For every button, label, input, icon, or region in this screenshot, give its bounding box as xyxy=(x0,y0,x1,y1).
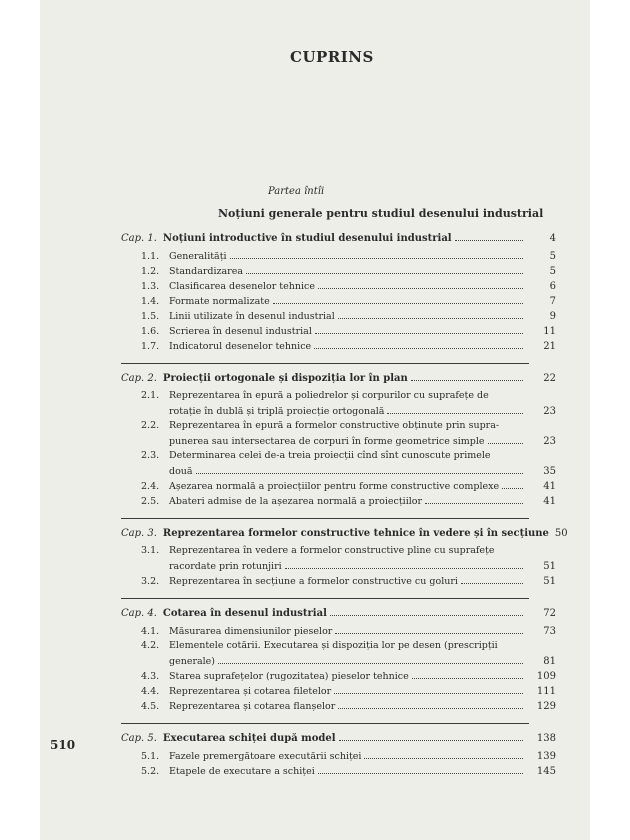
chapter-number: Cap. 5. xyxy=(121,733,157,744)
toc-entry xyxy=(141,700,556,715)
entry-page: 145 xyxy=(536,766,556,777)
chapter-row xyxy=(121,372,556,390)
entry-page: 41 xyxy=(543,481,556,492)
dot-leader xyxy=(387,405,523,414)
entry-number: 2.5. xyxy=(141,496,160,507)
entry-page: 21 xyxy=(543,341,556,352)
entry-text: Generalități xyxy=(169,251,227,262)
entry-page: 81 xyxy=(543,656,556,667)
dot-leader xyxy=(318,765,523,774)
entry-text: Fazele premergătoare executării schiței xyxy=(169,751,362,762)
toc-entry-line xyxy=(141,435,556,450)
entry-page: 73 xyxy=(543,626,556,637)
entry-text: Formate normalizate xyxy=(169,296,270,307)
chapter-separator xyxy=(121,363,529,364)
dot-leader xyxy=(425,495,523,504)
dot-leader xyxy=(285,560,523,569)
page-title: CUPRINS xyxy=(290,48,374,66)
entry-number: 4.5. xyxy=(141,701,160,712)
chapter-title: Cotarea în desenul industrial xyxy=(162,608,327,619)
entry-number: 4.4. xyxy=(141,686,160,697)
entry-number: 1.6. xyxy=(141,326,160,337)
toc-entry xyxy=(141,390,556,420)
entry-number: 1.5. xyxy=(141,311,160,322)
toc-entry-line xyxy=(141,545,556,560)
entry-text: Reprezentarea în vedere a formelor constructive pline cu suprafețe xyxy=(169,545,495,556)
entry-page: 23 xyxy=(543,436,556,447)
dot-leader xyxy=(314,340,523,349)
toc-entry xyxy=(141,280,556,295)
entry-page: 139 xyxy=(536,751,556,762)
dot-leader xyxy=(412,670,523,679)
entry-number: 1.4. xyxy=(141,296,160,307)
entry-text: Standardizarea xyxy=(169,266,244,277)
entry-number: 3.2. xyxy=(141,576,160,587)
chapter-page: 4 xyxy=(549,233,556,244)
dot-leader xyxy=(455,232,523,241)
dot-leader xyxy=(461,575,523,584)
entry-number: 4.2. xyxy=(141,640,160,651)
toc-entry xyxy=(141,575,556,590)
chapter-separator xyxy=(121,518,529,519)
toc-entry xyxy=(141,420,556,450)
chapter-title: Reprezentarea formelor constructive tehnice în vedere și în secțiune xyxy=(162,528,549,539)
entry-page: 7 xyxy=(549,296,556,307)
toc-entry xyxy=(141,685,556,700)
dot-leader xyxy=(246,265,523,274)
entry-text: Etapele de executare a schiței xyxy=(169,766,315,777)
entry-text-continued: generale) xyxy=(169,656,216,667)
toc-entry-line xyxy=(141,465,556,480)
entry-page: 41 xyxy=(543,496,556,507)
entry-text: Starea suprafețelor (rugozitatea) pieselor tehnice xyxy=(169,671,409,682)
entry-text-continued: rotație în dublă și triplă proiecție ortogonală xyxy=(169,406,385,417)
entry-page: 11 xyxy=(543,326,556,337)
entry-text: Elementele cotării. Executarea și dispoziția lor pe desen (prescripții xyxy=(169,640,498,651)
entry-page: 5 xyxy=(549,251,556,262)
toc-entry xyxy=(141,670,556,685)
entry-text: Clasificarea desenelor tehnice xyxy=(169,281,315,292)
entry-text: Linii utilizate în desenul industrial xyxy=(169,311,335,322)
toc-entry-line xyxy=(141,405,556,420)
dot-leader xyxy=(315,325,523,334)
entry-page: 9 xyxy=(549,311,556,322)
dot-leader xyxy=(488,435,523,444)
entry-number: 4.1. xyxy=(141,626,160,637)
toc-entry xyxy=(141,325,556,340)
entry-page: 35 xyxy=(543,466,556,477)
entry-number: 1.1. xyxy=(141,251,160,262)
toc-entry xyxy=(141,250,556,265)
entry-number: 2.2. xyxy=(141,420,160,431)
entry-number: 1.7. xyxy=(141,341,160,352)
chapter-number: Cap. 2. xyxy=(121,373,157,384)
chapter-title: Proiecții ortogonale și dispoziția lor în plan xyxy=(162,373,408,384)
entry-number: 2.3. xyxy=(141,450,160,461)
chapter-number: Cap. 4. xyxy=(121,608,157,619)
toc-entry xyxy=(141,495,556,510)
dot-leader xyxy=(334,685,523,694)
chapter-number: Cap. 1. xyxy=(121,233,157,244)
entry-text-continued: punerea sau intersectarea de corpuri în forme geometrice simple xyxy=(169,436,485,447)
toc-entry xyxy=(141,765,556,780)
chapter-row xyxy=(121,607,556,625)
toc-entry-line xyxy=(141,420,556,435)
toc-entry xyxy=(141,450,556,480)
entry-text: Indicatorul desenelor tehnice xyxy=(169,341,312,352)
chapter-separator xyxy=(121,598,529,599)
dot-leader xyxy=(273,295,523,304)
toc-entry xyxy=(141,545,556,575)
dot-leader xyxy=(230,250,523,259)
toc-entry xyxy=(141,480,556,495)
dot-leader xyxy=(318,280,523,289)
toc-entry xyxy=(141,265,556,280)
entry-number: 2.4. xyxy=(141,481,160,492)
entry-text: Reprezentarea și cotarea filetelor xyxy=(169,686,332,697)
entry-page: 109 xyxy=(536,671,556,682)
entry-text: Reprezentarea în secțiune a formelor constructive cu goluri xyxy=(169,576,458,587)
dot-leader xyxy=(338,310,523,319)
toc-entry-line xyxy=(141,640,556,655)
entry-text-continued: racordate prin rotunjiri xyxy=(169,561,282,572)
dot-leader xyxy=(364,750,523,759)
entry-number: 1.2. xyxy=(141,266,160,277)
entry-number: 3.1. xyxy=(141,545,160,556)
chapter-page: 22 xyxy=(543,373,556,384)
entry-page: 51 xyxy=(543,561,556,572)
entry-text-continued: două xyxy=(169,466,193,477)
dot-leader xyxy=(411,372,523,381)
toc-entry xyxy=(141,340,556,355)
entry-text: Abateri admise de la așezarea normală a proiecțiilor xyxy=(169,496,423,507)
chapter-page: 50 xyxy=(554,528,568,539)
toc-entry-line xyxy=(141,560,556,575)
chapter-row xyxy=(121,527,568,545)
entry-number: 4.3. xyxy=(141,671,160,682)
toc-entry xyxy=(141,295,556,310)
entry-text: Reprezentarea și cotarea flanșelor xyxy=(169,701,336,712)
entry-page: 6 xyxy=(549,281,556,292)
entry-text: Așezarea normală a proiecțiilor pentru forme constructive complexe xyxy=(169,481,500,492)
dot-leader xyxy=(338,700,523,709)
chapter-title: Noțiuni introductive în studiul desenului industrial xyxy=(162,233,452,244)
entry-number: 5.2. xyxy=(141,766,160,777)
toc-entry-line xyxy=(141,655,556,670)
entry-text: Reprezentarea în epură a formelor constructive obținute prin supra- xyxy=(169,420,500,431)
dot-leader xyxy=(218,655,523,664)
toc-entry xyxy=(141,625,556,640)
chapter-separator xyxy=(121,723,529,724)
toc-entry-line xyxy=(141,390,556,405)
dot-leader xyxy=(196,465,523,474)
dot-leader xyxy=(339,732,523,741)
toc-entry xyxy=(141,640,556,670)
entry-text: Determinarea celei de-a treia proiecții cînd sînt cunoscute primele xyxy=(169,450,491,461)
entry-page: 111 xyxy=(536,686,556,697)
dot-leader xyxy=(330,607,523,616)
chapter-row xyxy=(121,232,556,250)
toc-entry-line xyxy=(141,450,556,465)
entry-page: 129 xyxy=(536,701,556,712)
chapter-page: 72 xyxy=(543,608,556,619)
toc-entry xyxy=(141,750,556,765)
chapter-number: Cap. 3. xyxy=(121,528,157,539)
table-of-contents xyxy=(121,232,568,780)
entry-page: 23 xyxy=(543,406,556,417)
dot-leader xyxy=(335,625,523,634)
entry-number: 2.1. xyxy=(141,390,160,401)
chapter-title: Executarea schiței după model xyxy=(162,733,336,744)
entry-text: Măsurarea dimensiunilor pieselor xyxy=(169,626,333,637)
toc-entry xyxy=(141,310,556,325)
chapter-row xyxy=(121,732,556,750)
entry-number: 5.1. xyxy=(141,751,160,762)
part-subtitle: Noțiuni generale pentru studiul desenului industrial xyxy=(218,207,544,220)
entry-text: Reprezentarea în epură a poliedrelor și corpurilor cu suprafețe de xyxy=(169,390,489,401)
page-number: 510 xyxy=(50,738,76,752)
entry-text: Scrierea în desenul industrial xyxy=(169,326,312,337)
chapter-page: 138 xyxy=(536,733,556,744)
entry-page: 51 xyxy=(543,576,556,587)
entry-number: 1.3. xyxy=(141,281,160,292)
dot-leader xyxy=(502,480,523,489)
entry-page: 5 xyxy=(549,266,556,277)
